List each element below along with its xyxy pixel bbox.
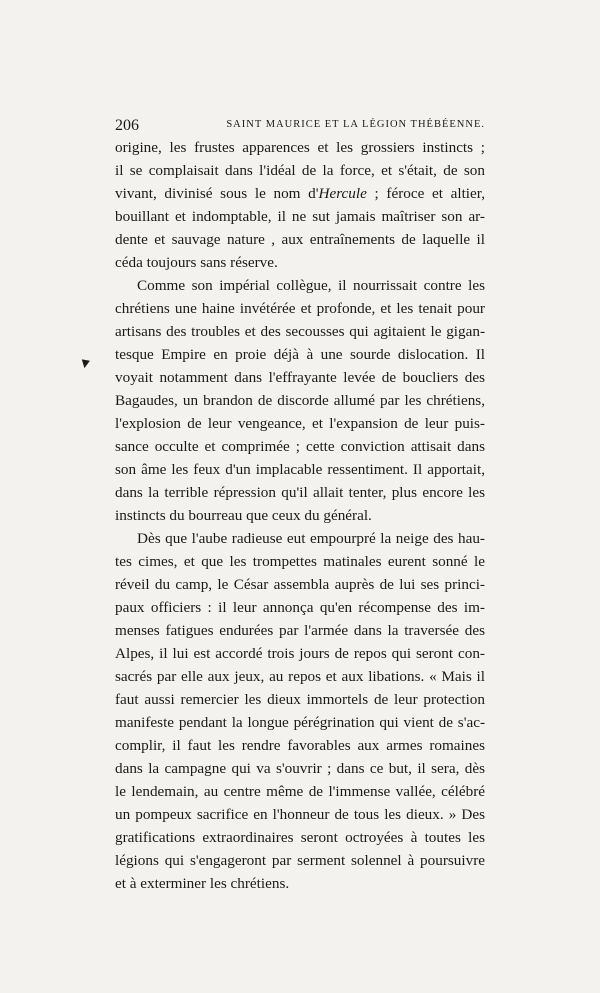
text-line: origine, les frustes apparences et les grossiers instincts ;	[115, 139, 485, 156]
italic-word: Hercule	[318, 185, 367, 202]
text-line: il se complaisait dans l'idéal de la force, et s'était, de son	[115, 162, 485, 179]
text-line: l'explosion de leur vengeance, et l'expansion de leur puis-	[115, 415, 485, 432]
text-line: et à exterminer les chrétiens.	[115, 875, 290, 892]
text-line: tes cimes, et que les trompettes matinales eurent sonné le	[115, 553, 485, 570]
text-line: artisans des troubles et des secousses qui agitaient le gigan-	[115, 323, 485, 340]
text-line: réveil du camp, le César assembla auprès de lui ses princi-	[115, 576, 485, 593]
text-line: sacrés par elle aux jeux, au repos et aux libations. « Mais il	[115, 668, 485, 685]
text-line: Dès que l'aube radieuse eut empourpré la neige des hau-	[137, 530, 485, 547]
text-line: son âme les feux d'un implacable ressentiment. Il apportait,	[115, 461, 485, 478]
text-line: paux officiers : il leur annonça qu'en récompense des im-	[115, 599, 485, 616]
text-line: Alpes, il lui est accordé trois jours de repos qui seront con-	[115, 645, 485, 662]
text-line: sance occulte et comprimée ; cette conviction attisait dans	[115, 438, 485, 455]
text-line: Comme son impérial collègue, il nourrissait contre les	[137, 277, 485, 294]
text-line: un pompeux sacrifice en l'honneur de tous les dieux. » Des	[115, 806, 485, 823]
text-line: complir, il faut les rendre favorables aux armes romaines	[115, 737, 485, 754]
text-line: tesque Empire en proie déjà à une sourde dislocation. Il	[115, 346, 485, 363]
text-line: légions qui s'engageront par serment solennel à poursuivre	[115, 852, 485, 869]
text-line: dans la terrible répression qu'il allait tenter, plus encore les	[115, 484, 485, 501]
text-line: le lendemain, au centre même de l'immense vallée, célébré	[115, 783, 485, 800]
running-title: SAINT MAURICE ET LA LÉGION THÉBÉENNE.	[226, 119, 485, 130]
margin-mark: ▼	[76, 355, 94, 374]
text-line: dans la campagne qui va s'ouvrir ; dans ce but, il sera, dès	[115, 760, 485, 777]
text-line: chrétiens une haine invétérée et profonde, et les tenait pour	[115, 300, 485, 317]
text-line: dente et sauvage nature , aux entraînements de laquelle il	[115, 231, 485, 248]
text-line: voyait notamment dans l'effrayante levée de boucliers des	[115, 369, 485, 386]
running-head	[115, 117, 485, 137]
text-line: gratifications extraordinaires seront octroyées à toutes les	[115, 829, 485, 846]
text-line: instincts du bourreau que ceux du général.	[115, 507, 372, 524]
text-line: céda toujours sans réserve.	[115, 254, 278, 271]
page-number: 206	[115, 117, 139, 134]
text-line: Bagaudes, un brandon de discorde allumé par les chrétiens,	[115, 392, 485, 409]
text-line: bouillant et indomptable, il ne sut jamais maîtriser son ar-	[115, 208, 485, 225]
text-line: manifeste pendant la longue pérégrination qui vient de s'ac-	[115, 714, 485, 731]
body-text	[115, 136, 485, 895]
text-line: menses fatigues endurées par l'armée dans la traversée des	[115, 622, 485, 639]
text-line: vivant, divinisé sous le nom d'Hercule ; féroce et altier,	[115, 185, 486, 202]
text-line: faut aussi remercier les dieux immortels de leur protection	[115, 691, 485, 708]
